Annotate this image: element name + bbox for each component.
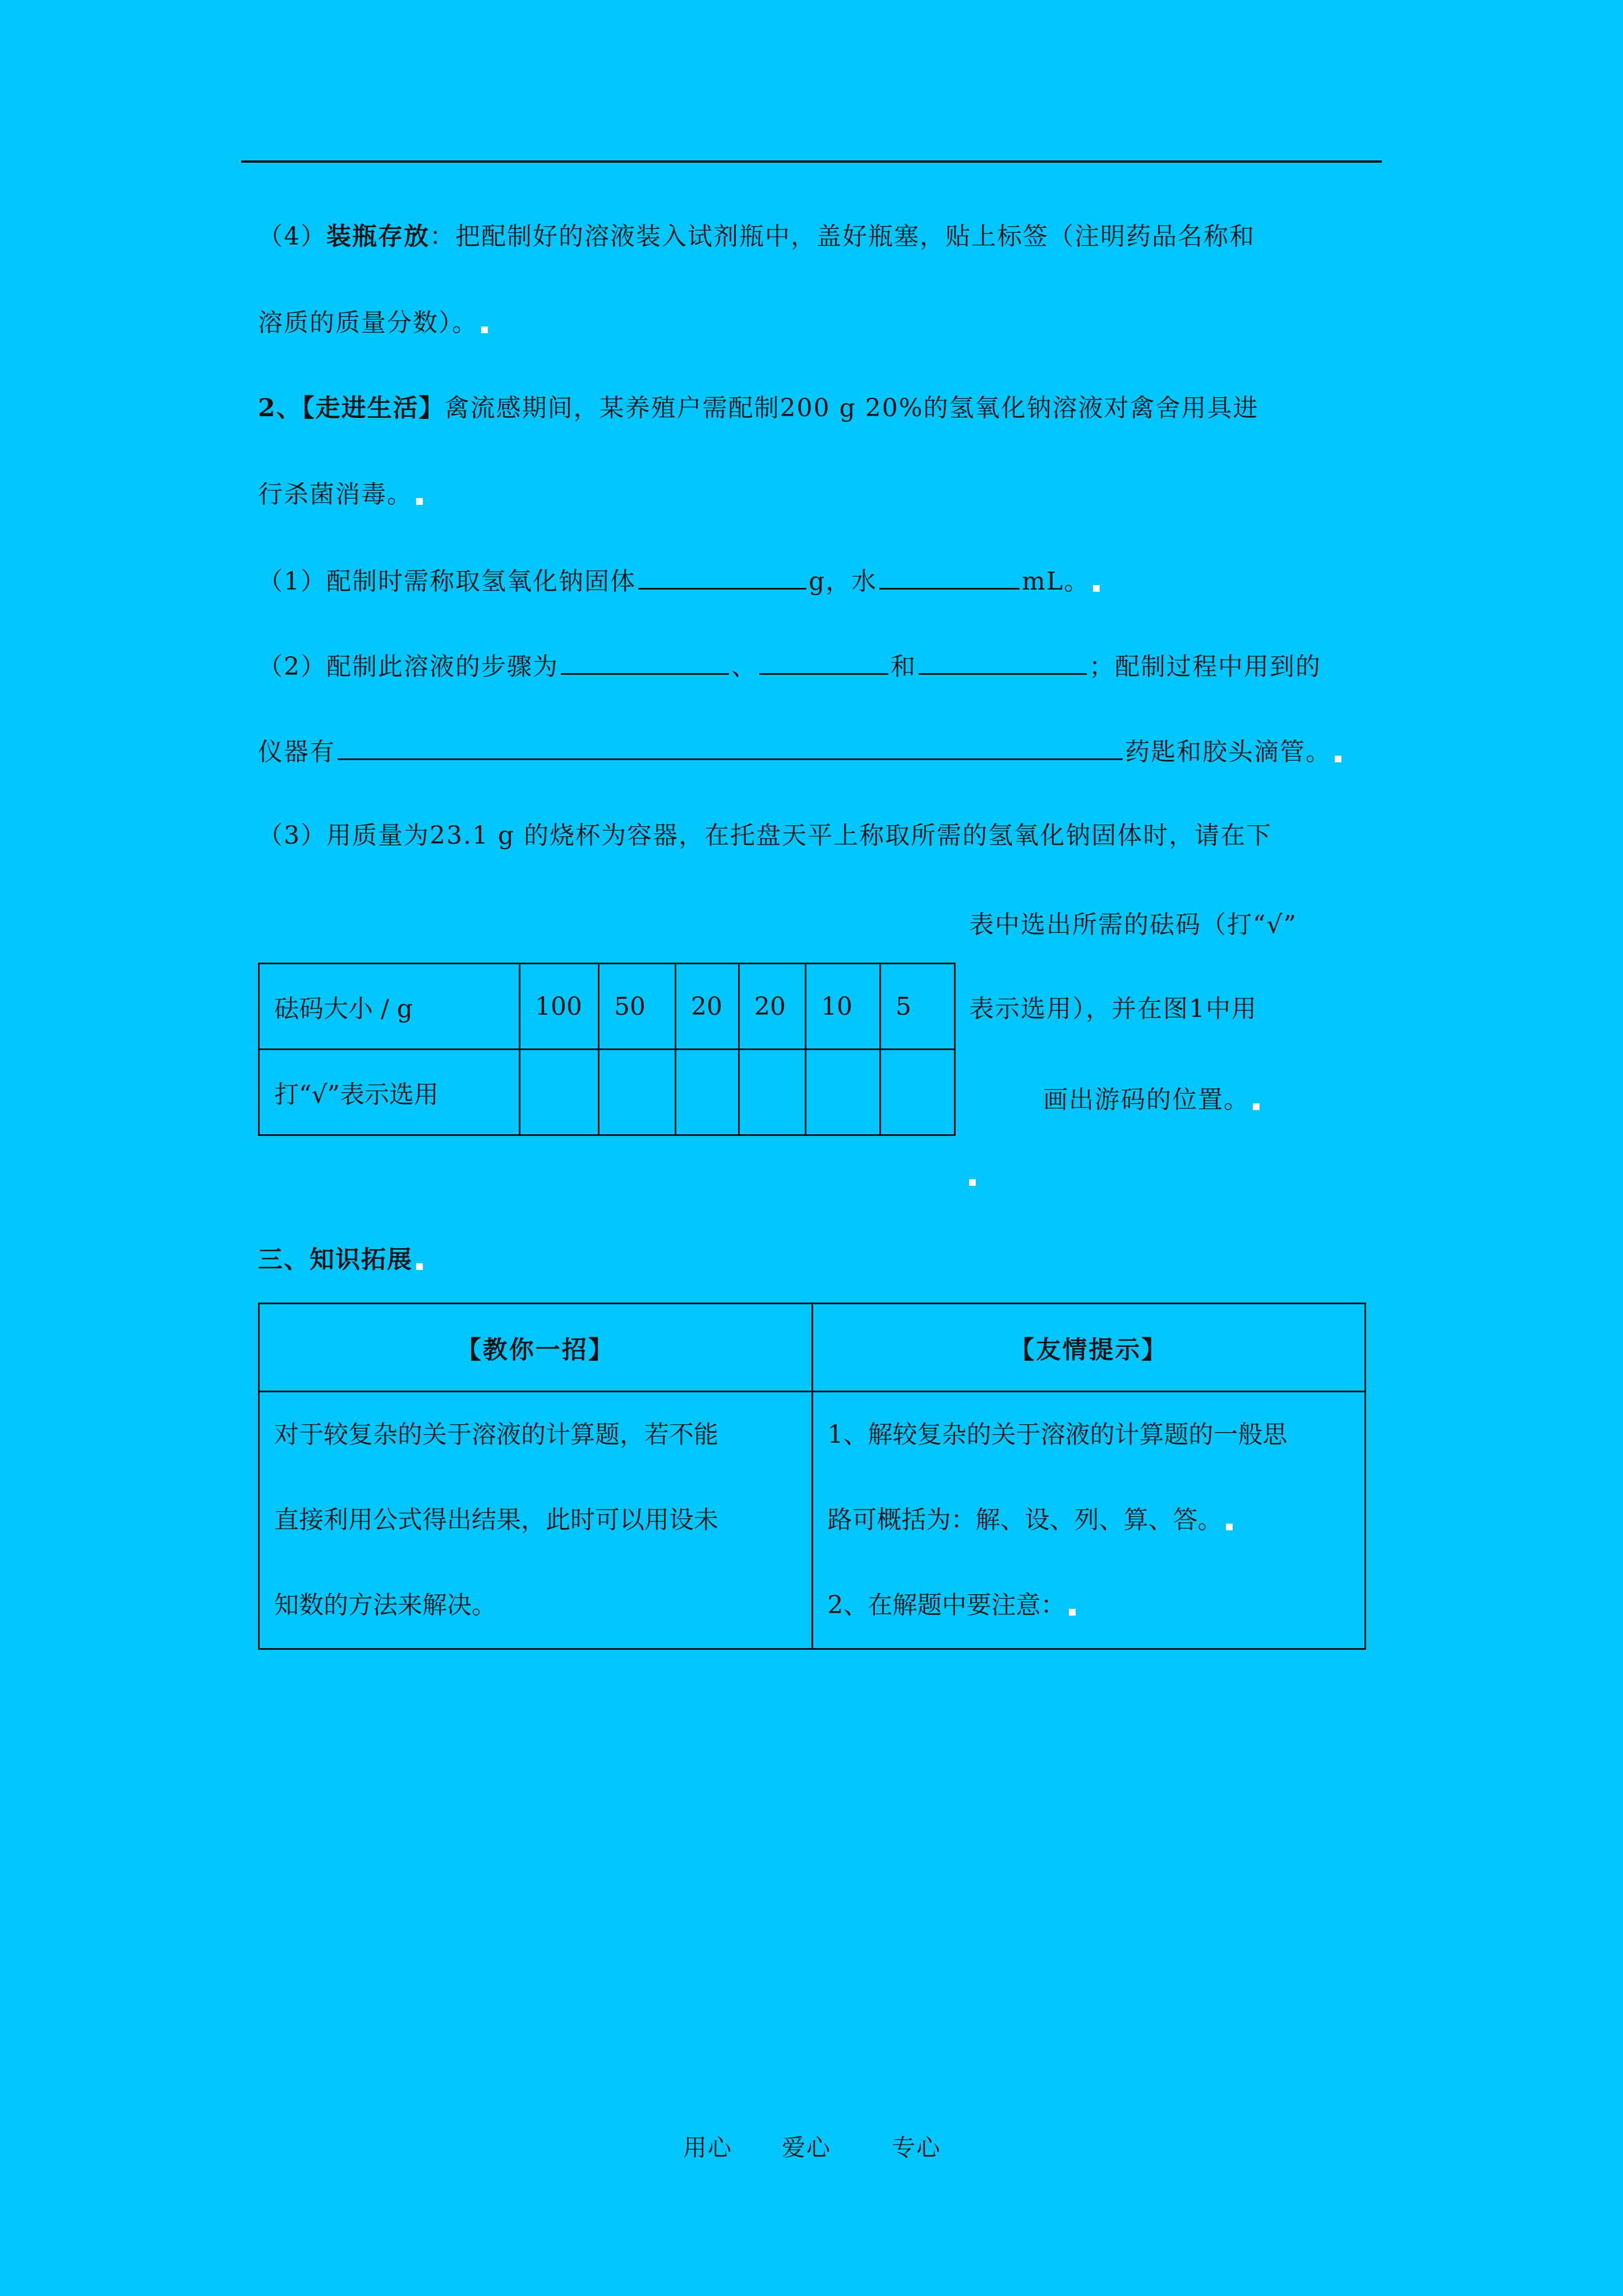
weights-table bbox=[258, 963, 956, 1136]
part2-text-f: 药匙和胶头滴管。 bbox=[1125, 738, 1331, 766]
q2-part2-line2 bbox=[258, 734, 1341, 769]
part1-text-b: g，水 bbox=[809, 567, 878, 596]
weight-20-b: 20 bbox=[739, 964, 806, 1050]
step2-blank[interactable] bbox=[759, 648, 888, 675]
paragraph-mark bbox=[416, 498, 423, 505]
part3-text-a: （3）用质量为23.1 g 的烧杯为容器，在托盘天平上称取所需的氢氧化钠固体时，请在下 bbox=[258, 821, 1272, 850]
water-volume-blank[interactable] bbox=[879, 563, 1020, 590]
part1-text-a: （1）配制时需称取氢氧化钠固体 bbox=[258, 567, 636, 596]
part3-line-d bbox=[1043, 1079, 1260, 1115]
paragraph-mark bbox=[1335, 756, 1341, 762]
footer-text-b: 爱心 bbox=[782, 2134, 832, 2161]
select-cell-50[interactable] bbox=[599, 1050, 676, 1135]
step4-line2 bbox=[258, 306, 488, 340]
part3-text-c: 表示选用），并在图1中用 bbox=[969, 995, 1257, 1023]
part2-text-a: （2）配制此溶液的步骤为 bbox=[258, 652, 559, 681]
part3-text-b: 表中选出所需的砝码（打“√” bbox=[969, 910, 1298, 939]
q2-line2 bbox=[258, 478, 423, 512]
paragraph-mark bbox=[1253, 1103, 1260, 1110]
q2-part2-line1 bbox=[258, 648, 1321, 684]
teach-tip-header: 【教你一招】 bbox=[259, 1304, 813, 1392]
part2-text-e: 仪器有 bbox=[258, 738, 335, 766]
friendly-hint-line-3 bbox=[828, 1563, 1352, 1648]
part2-text-c: 和 bbox=[891, 652, 916, 681]
paragraph-mark bbox=[1226, 1524, 1233, 1530]
q2-part1-line bbox=[258, 563, 1100, 599]
teach-tip-line: 直接利用公式得出结果，此时可以用设未 bbox=[274, 1506, 718, 1534]
paragraph-mark bbox=[416, 1263, 423, 1270]
friendly-hint-header: 【友情提示】 bbox=[812, 1304, 1366, 1392]
naoh-mass-blank[interactable] bbox=[638, 563, 806, 590]
q2-title: 【走进生活】 bbox=[302, 394, 445, 422]
weight-5: 5 bbox=[880, 964, 955, 1050]
weight-50: 50 bbox=[599, 964, 676, 1050]
weights-size-row bbox=[259, 964, 955, 1050]
select-cell-20-b[interactable] bbox=[739, 1050, 806, 1135]
paragraph-mark-standalone bbox=[966, 1161, 976, 1190]
section3-title: 三、知识拓展 bbox=[258, 1245, 413, 1274]
paragraph-mark bbox=[481, 326, 488, 333]
footer-text-c: 专心 bbox=[892, 2134, 942, 2161]
friendly-hint-text: 2、在解题中要注意： bbox=[827, 1591, 1066, 1619]
part2-text-d: ；配制过程中用到的 bbox=[1089, 652, 1321, 681]
step3-blank[interactable] bbox=[919, 648, 1087, 675]
part2-text-b: 、 bbox=[731, 652, 757, 681]
weight-10: 10 bbox=[806, 964, 880, 1050]
step1-blank[interactable] bbox=[561, 648, 729, 675]
step4-text2: 溶质的质量分数）。 bbox=[258, 309, 478, 337]
expand-body-row bbox=[259, 1392, 1366, 1649]
q2-text1: 禽流感期间，某养殖户需配制200 g 20%的氢氧化钠溶液对禽舍用具进 bbox=[444, 394, 1259, 422]
select-cell-5[interactable] bbox=[880, 1050, 955, 1135]
friendly-hint-text: 路可概括为：解、设、列、算、答。 bbox=[827, 1506, 1223, 1534]
select-cell-100[interactable] bbox=[520, 1050, 599, 1135]
step4-title: 装瓶存放 bbox=[326, 222, 430, 251]
footer-text-a: 用心 bbox=[683, 2134, 733, 2161]
friendly-hint-line-2 bbox=[828, 1478, 1352, 1563]
weights-select-row bbox=[259, 1050, 955, 1135]
expand-header-row bbox=[259, 1304, 1366, 1392]
q2-number: 2、 bbox=[258, 394, 302, 422]
q2-line1 bbox=[258, 392, 1259, 425]
select-cell-10[interactable] bbox=[806, 1050, 880, 1135]
weight-100: 100 bbox=[520, 964, 599, 1050]
weights-select-label: 打“√”表示选用 bbox=[259, 1050, 520, 1135]
step4-text1: ：把配制好的溶液装入试剂瓶中，盖好瓶塞，贴上标签（注明药品名称和 bbox=[430, 222, 1255, 251]
paragraph-mark bbox=[969, 1179, 976, 1186]
section3-heading bbox=[258, 1243, 423, 1277]
weights-size-label: 砝码大小 / g bbox=[259, 964, 520, 1050]
step4-line1 bbox=[258, 220, 1255, 254]
q2-text2: 行杀菌消毒。 bbox=[258, 480, 413, 509]
paragraph-mark bbox=[1093, 585, 1100, 592]
q2-part3-line1 bbox=[258, 819, 1368, 853]
part3-text-d: 画出游码的位置。 bbox=[1043, 1085, 1249, 1114]
instruments-blank[interactable] bbox=[338, 734, 1123, 760]
step4-prefix: （4） bbox=[258, 222, 326, 251]
expand-table bbox=[258, 1303, 1366, 1650]
teach-tip-body bbox=[259, 1392, 813, 1649]
teach-tip-line: 知数的方法来解决。 bbox=[274, 1591, 496, 1619]
header-rule bbox=[241, 160, 1382, 163]
select-cell-20-a[interactable] bbox=[676, 1050, 739, 1135]
paragraph-mark bbox=[1069, 1609, 1076, 1616]
teach-tip-line: 对于较复杂的关于溶液的计算题，若不能 bbox=[274, 1420, 718, 1449]
friendly-hint-body bbox=[812, 1392, 1366, 1649]
part1-text-c: mL。 bbox=[1022, 567, 1090, 596]
weight-20-a: 20 bbox=[676, 964, 739, 1050]
friendly-hint-line: 1、解较复杂的关于溶液的计算题的一般思 bbox=[827, 1420, 1288, 1449]
